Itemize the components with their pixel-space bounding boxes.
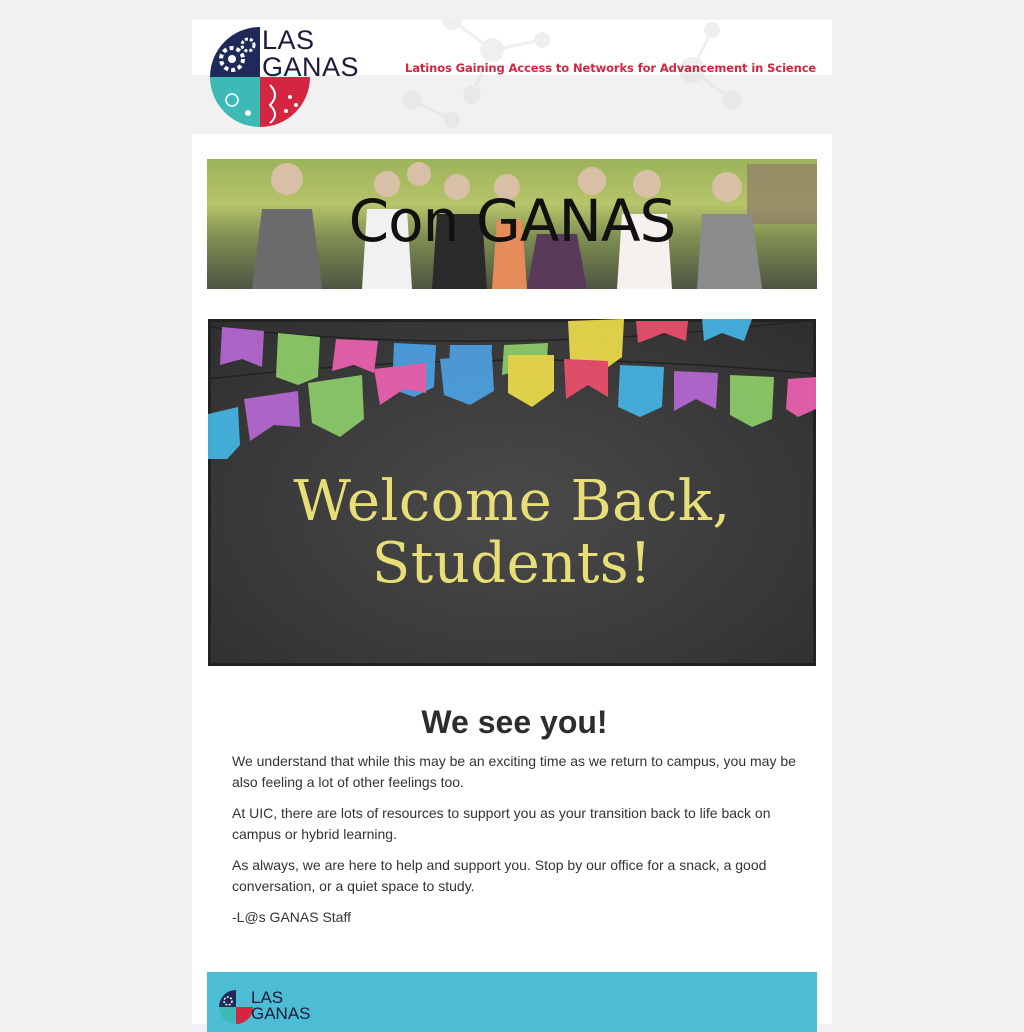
logo-wordmark xyxy=(262,27,359,81)
email-body xyxy=(192,134,832,1024)
logo-line-1: LAS xyxy=(262,25,315,55)
hero-headline-line-1: Welcome Back, xyxy=(293,469,731,534)
article-signature: -L@s GANAS Staff xyxy=(232,909,351,925)
footer-logo-line-1: LAS xyxy=(251,988,284,1007)
footer-logo-wordmark xyxy=(251,990,311,1022)
article-paragraph-3: As always, we are here to help and support you. Stop by our office for a snack, a good conversation, or a quiet space to study. xyxy=(232,857,767,894)
con-ganas-banner-image xyxy=(207,159,817,289)
footer-logo[interactable] xyxy=(219,990,329,1030)
email-container xyxy=(192,0,832,1024)
bunting-flags-icon xyxy=(208,319,816,459)
article-paragraph-2: At UIC, there are lots of resources to support you as your transition back to life back on campus or hybrid learning. xyxy=(232,805,771,842)
email-header xyxy=(192,20,832,134)
molecule-pattern-icon xyxy=(392,20,832,134)
header-tagline: Latinos Gaining Access to Networks for Advancement in Science xyxy=(405,61,817,75)
hero-headline-line-2: Students! xyxy=(371,531,653,596)
banner-title: Con GANAS xyxy=(348,187,676,255)
footer-logo-line-2: GANAS xyxy=(251,1004,311,1023)
message-article xyxy=(232,704,797,938)
footer-banner xyxy=(207,972,817,1032)
welcome-back-hero-image xyxy=(208,319,816,666)
article-paragraph-1: We understand that while this may be an exciting time as we return to campus, you may be also feeling a lot of other feelings too. xyxy=(232,753,796,790)
article-headline: We see you! xyxy=(421,704,608,740)
logo-line-2: GANAS xyxy=(262,52,360,82)
footer-logo-circle-icon xyxy=(219,990,253,1024)
las-ganas-logo[interactable] xyxy=(208,25,378,130)
